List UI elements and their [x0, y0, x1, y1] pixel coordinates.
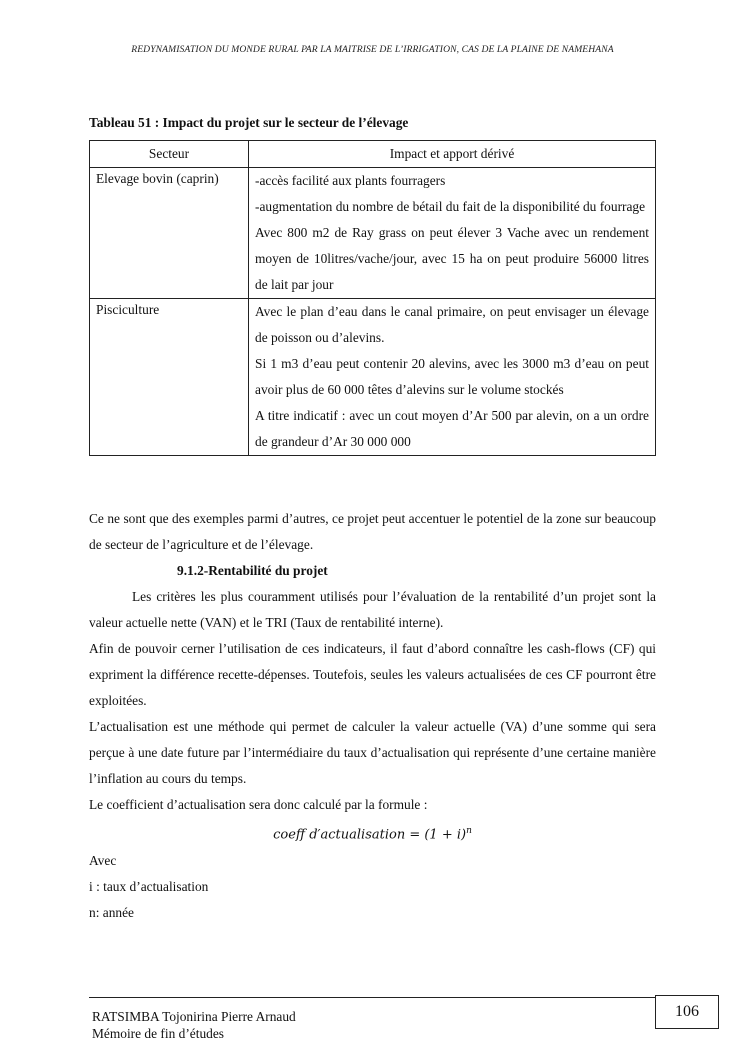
sector-cell: Pisciculture: [90, 299, 249, 456]
footer: [92, 1008, 296, 1042]
paragraph: Avec: [89, 853, 117, 869]
table-row: [90, 299, 656, 456]
definition-i: i : taux d’actualisation: [89, 879, 209, 895]
impact-line: Si 1 m3 d’eau peut contenir 20 alevins, avec les 3000 m3 d’eau on peut avoir plus de 60 000 têtes d’alevins sur le volume stockés: [255, 356, 649, 397]
paragraph: L’actualisation est une méthode qui permet de calculer la valeur actuelle (VA) d’une somme qui sera perçue à une date future par l’intermédiaire du taux d’actualisation qui représente d’une certaine manière l’inflation au cours du temps.: [89, 719, 656, 786]
running-header: REDYNAMISATION DU MONDE RURAL PAR LA MAITRISE DE L’IRRIGATION, CAS DE LA PLAINE DE NAMEHANA: [131, 44, 614, 55]
impact-cell: [249, 168, 656, 299]
definition-n: n: année: [89, 905, 134, 921]
impact-table: [89, 140, 656, 456]
page-number: 106: [655, 995, 719, 1029]
table-row: [90, 168, 656, 299]
impact-line: A titre indicatif : avec un cout moyen d’Ar 500 par alevin, on a un ordre de grandeur d’Ar 30 000 000: [255, 408, 649, 449]
footer-author: RATSIMBA Tojonirina Pierre Arnaud: [92, 1009, 296, 1024]
paragraph: Afin de pouvoir cerner l’utilisation de ces indicateurs, il faut d’abord connaître les cash-flows (CF) qui expriment la différence recette-dépenses. Toutefois, seules les valeurs actualisées de ces CF pourront être exploitées.: [89, 641, 656, 708]
column-header-sector: Secteur: [90, 141, 249, 168]
section-subheading: 9.1.2-Rentabilité du projet: [177, 563, 328, 578]
impact-line: -accès facilité aux plants fourragers: [255, 173, 446, 188]
impact-line: Avec le plan d’eau dans le canal primaire, on peut envisager un élevage de poisson ou d’alevins.: [255, 304, 649, 345]
footer-subtitle: Mémoire de fin d’études: [92, 1026, 225, 1041]
sector-cell: Elevage bovin (caprin): [90, 168, 249, 299]
impact-line: Avec 800 m2 de Ray grass on peut élever 3 Vache avec un rendement moyen de 10litres/vache/jour, avec 15 ha on peut produire 56000 litres de lait par jour: [255, 225, 649, 292]
paragraph: Le coefficient d’actualisation sera donc calculé par la formule :: [89, 797, 428, 812]
table-caption: Tableau 51 : Impact du projet sur le secteur de l’élevage: [89, 115, 409, 130]
paragraph: Les critères les plus couramment utilisés pour l’évaluation de la rentabilité d’un projet sont la valeur actuelle nette (VAN) et le TRI (Taux de rentabilité interne).: [89, 589, 656, 630]
formula: [89, 818, 656, 848]
formula-exponent: n: [466, 826, 472, 836]
impact-cell: [249, 299, 656, 456]
table-header-row: [90, 141, 656, 168]
impact-line: -augmentation du nombre de bétail du fait de la disponibilité du fourrage: [255, 199, 646, 214]
paragraph: Ce ne sont que des exemples parmi d’autres, ce projet peut accentuer le potentiel de la zone sur beaucoup de secteur de l’agriculture et de l’élevage.: [89, 511, 656, 552]
footer-divider: [89, 997, 655, 998]
body-text: [89, 506, 656, 926]
column-header-impact: Impact et apport dérivé: [249, 141, 656, 168]
formula-expression: coeff d′actualisation = (1 + i): [273, 827, 467, 843]
